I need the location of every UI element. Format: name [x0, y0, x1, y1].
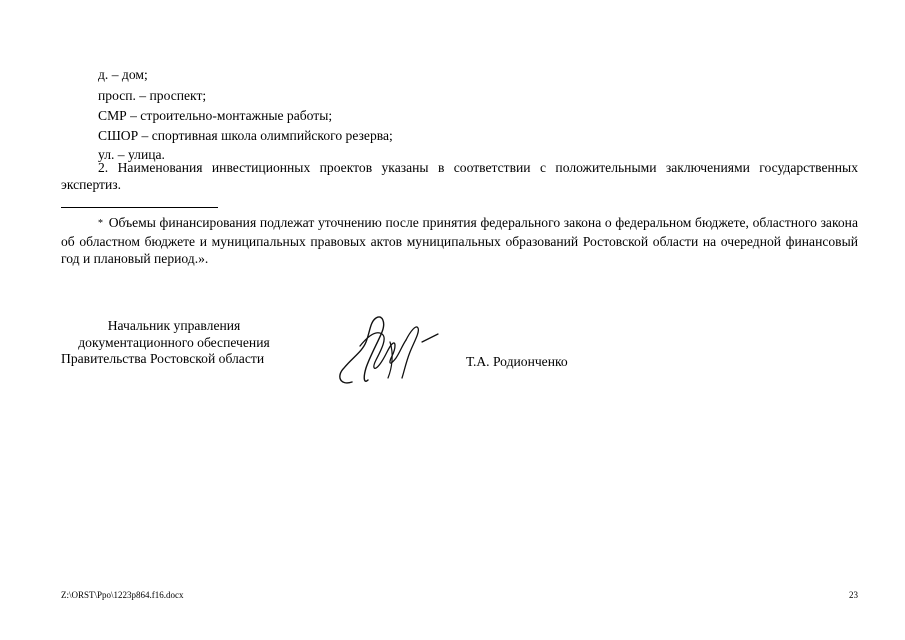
- abbreviation-prosp: просп. – проспект;: [98, 88, 207, 103]
- footnote-text: Объемы финансирования подлежат уточнению после принятия федерального закона о федеральном бюджете, областного закона об областном бюджете и муниципальных правовых актов муниципальных образований Ростовской области на очередной финансовый год и плановый период.».: [61, 215, 858, 266]
- footer-page-number: 23: [849, 590, 858, 600]
- footer-file-path: Z:\ORST\Ppo\1223p864.f16.docx: [61, 590, 184, 600]
- footnote-paragraph: [61, 214, 858, 267]
- abbreviation-smr: СМР – строительно-монтажные работы;: [98, 108, 333, 123]
- signatory-title-line-3: Правительства Ростовской области: [61, 351, 265, 366]
- note-2-paragraph: 2. Наименования инвестиционных проектов указаны в соответствии с положительными заключениями государственных экспертиз.: [61, 160, 858, 192]
- footnote-separator: [61, 207, 218, 208]
- handwritten-signature: [330, 312, 450, 392]
- signatory-title-line-2: документационного обеспечения: [78, 334, 270, 350]
- abbreviation-ul: ул. – улица.: [98, 147, 165, 162]
- footnote-marker: *: [98, 218, 103, 229]
- signatory-title: [58, 318, 290, 368]
- abbreviation-sshor: СШОР – спортивная школа олимпийского резерва;: [98, 128, 393, 143]
- signatory-name: Т.А. Родионченко: [466, 354, 568, 369]
- abbreviation-dom: д. – дом;: [98, 67, 148, 82]
- signatory-title-line-1: Начальник управления: [107, 318, 241, 333]
